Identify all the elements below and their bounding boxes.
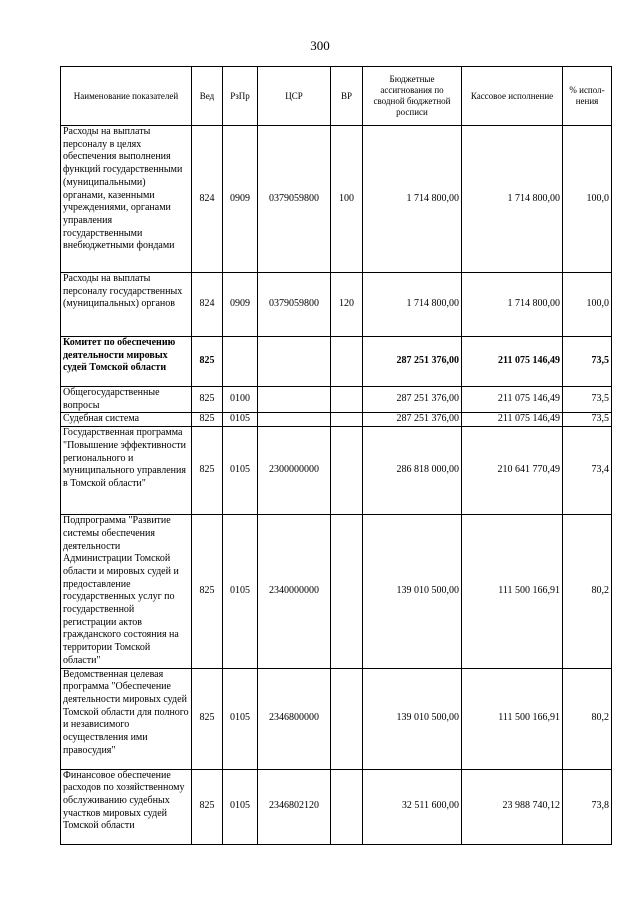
row-ved: 825 bbox=[192, 668, 223, 769]
row-csr bbox=[258, 337, 331, 387]
row-name: Расходы на выплаты персоналу государственных (муниципальных) органов bbox=[61, 273, 192, 337]
row-vr bbox=[331, 515, 363, 668]
row-csr: 2340000000 bbox=[258, 515, 331, 668]
header-name: Наименование показателей bbox=[61, 67, 192, 126]
row-pct: 73,8 bbox=[563, 769, 612, 844]
row-ved: 825 bbox=[192, 515, 223, 668]
row-budget: 1 714 800,00 bbox=[363, 273, 462, 337]
row-name: Расходы на выплаты персоналу в целях обеспечения выполнения функций государственными (муниципальными) органами, казенными учреждениями, органами управления государственными внебюджетными фондами bbox=[61, 126, 192, 273]
row-pct: 100,0 bbox=[563, 126, 612, 273]
row-name: Подпрограмма "Развитие системы обеспечения деятельности Администрации Томской области и мировых судей и предоставление государственных услуг по государственной регистрации актов гражданского состояния на территории Томской области" bbox=[61, 515, 192, 668]
row-ved: 824 bbox=[192, 273, 223, 337]
page-number: 300 bbox=[310, 38, 330, 53]
row-cash: 111 500 166,91 bbox=[462, 515, 563, 668]
row-ved: 825 bbox=[192, 387, 223, 413]
row-vr bbox=[331, 668, 363, 769]
row-cash: 1 714 800,00 bbox=[462, 273, 563, 337]
row-vr bbox=[331, 413, 363, 427]
row-cash: 23 988 740,12 bbox=[462, 769, 563, 844]
row-pct: 73,4 bbox=[563, 427, 612, 515]
table-row bbox=[61, 769, 612, 844]
header-rzpr: РзПр bbox=[223, 67, 258, 126]
header-vr: ВР bbox=[331, 67, 363, 126]
row-cash: 211 075 146,49 bbox=[462, 413, 563, 427]
row-pct: 73,5 bbox=[563, 413, 612, 427]
row-budget: 32 511 600,00 bbox=[363, 769, 462, 844]
row-rzpr: 0909 bbox=[223, 126, 258, 273]
row-ved: 825 bbox=[192, 769, 223, 844]
row-cash: 211 075 146,49 bbox=[462, 337, 563, 387]
row-pct: 100,0 bbox=[563, 273, 612, 337]
row-vr: 100 bbox=[331, 126, 363, 273]
table-row bbox=[61, 515, 612, 668]
row-name: Финансовое обеспечение расходов по хозяйственному обслуживанию судебных участков мировых судей Томской области bbox=[61, 769, 192, 844]
row-budget: 1 714 800,00 bbox=[363, 126, 462, 273]
table-row bbox=[61, 387, 612, 413]
row-cash: 111 500 166,91 bbox=[462, 668, 563, 769]
row-rzpr: 0105 bbox=[223, 515, 258, 668]
row-csr: 2346800000 bbox=[258, 668, 331, 769]
row-name: Комитет по обеспечению деятельности мировых судей Томской области bbox=[61, 337, 192, 387]
row-name: Государственная программа "Повышение эффективности регионального и муниципального управления в Томской области" bbox=[61, 427, 192, 515]
table-header-row bbox=[61, 67, 612, 126]
row-ved: 825 bbox=[192, 427, 223, 515]
table-row bbox=[61, 126, 612, 273]
row-budget: 139 010 500,00 bbox=[363, 515, 462, 668]
row-csr: 0379059800 bbox=[258, 126, 331, 273]
row-budget: 139 010 500,00 bbox=[363, 668, 462, 769]
row-rzpr: 0100 bbox=[223, 387, 258, 413]
row-csr bbox=[258, 413, 331, 427]
row-budget: 287 251 376,00 bbox=[363, 413, 462, 427]
row-pct: 73,5 bbox=[563, 337, 612, 387]
header-budget: Бюджетные ассигнования по сводной бюджетной росписи bbox=[363, 67, 462, 126]
row-cash: 1 714 800,00 bbox=[462, 126, 563, 273]
row-budget: 287 251 376,00 bbox=[363, 337, 462, 387]
table-row bbox=[61, 427, 612, 515]
header-ved: Вед bbox=[192, 67, 223, 126]
row-pct: 73,5 bbox=[563, 387, 612, 413]
row-budget: 286 818 000,00 bbox=[363, 427, 462, 515]
row-rzpr: 0105 bbox=[223, 427, 258, 515]
row-vr bbox=[331, 427, 363, 515]
table-row bbox=[61, 273, 612, 337]
row-rzpr: 0909 bbox=[223, 273, 258, 337]
row-csr bbox=[258, 387, 331, 413]
row-rzpr bbox=[223, 337, 258, 387]
row-rzpr: 0105 bbox=[223, 769, 258, 844]
row-vr bbox=[331, 337, 363, 387]
table-row bbox=[61, 337, 612, 387]
row-vr bbox=[331, 769, 363, 844]
header-csr: ЦСР bbox=[258, 67, 331, 126]
row-cash: 210 641 770,49 bbox=[462, 427, 563, 515]
header-pct: % испол-нения bbox=[563, 67, 612, 126]
row-budget: 287 251 376,00 bbox=[363, 387, 462, 413]
row-pct: 80,2 bbox=[563, 668, 612, 769]
row-csr: 2300000000 bbox=[258, 427, 331, 515]
row-csr: 0379059800 bbox=[258, 273, 331, 337]
row-name: Общегосударственные вопросы bbox=[61, 387, 192, 413]
row-ved: 825 bbox=[192, 413, 223, 427]
row-pct: 80,2 bbox=[563, 515, 612, 668]
row-rzpr: 0105 bbox=[223, 668, 258, 769]
budget-execution-table bbox=[60, 66, 612, 845]
row-ved: 825 bbox=[192, 337, 223, 387]
table-row bbox=[61, 668, 612, 769]
row-vr bbox=[331, 387, 363, 413]
row-rzpr: 0105 bbox=[223, 413, 258, 427]
row-name: Ведомственная целевая программа "Обеспечение деятельности мировых судей Томской области для полного и независимого осуществления ими правосудия" bbox=[61, 668, 192, 769]
table-row bbox=[61, 413, 612, 427]
row-cash: 211 075 146,49 bbox=[462, 387, 563, 413]
row-name: Судебная система bbox=[61, 413, 192, 427]
row-vr: 120 bbox=[331, 273, 363, 337]
row-csr: 2346802120 bbox=[258, 769, 331, 844]
row-ved: 824 bbox=[192, 126, 223, 273]
header-cash: Кассовое исполнение bbox=[462, 67, 563, 126]
